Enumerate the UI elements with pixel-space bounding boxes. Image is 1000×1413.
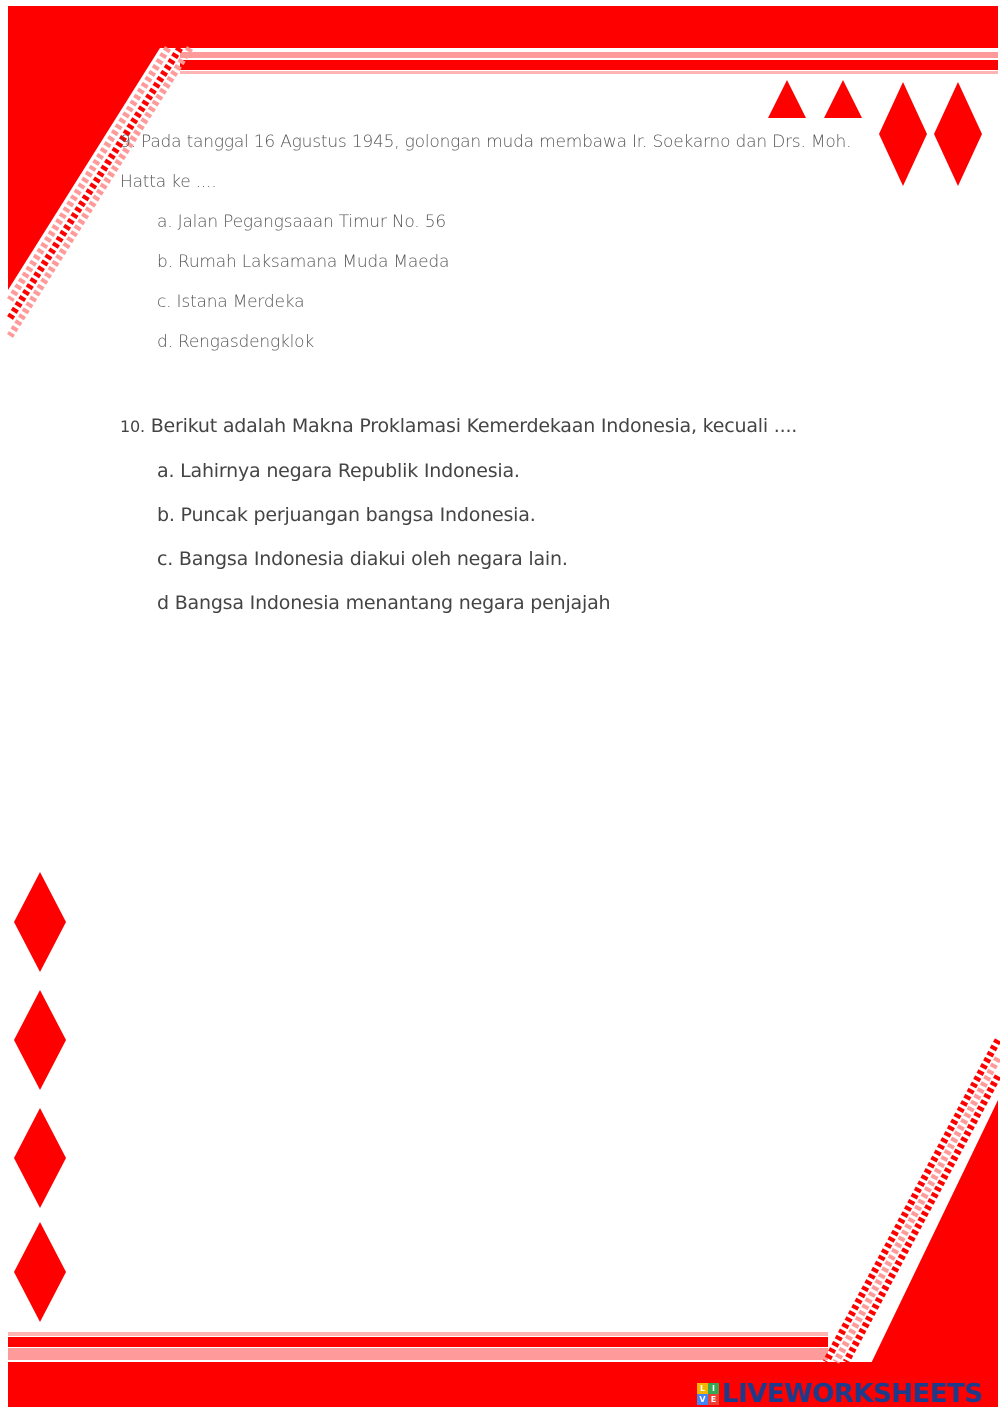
question-9-option-a: a. Jalan Pegangsaaan Timur No. 56 — [157, 212, 446, 232]
left-diamond-4 — [14, 1222, 66, 1322]
question-10-prompt: Berikut adalah Makna Proklamasi Kemerdekaan Indonesia, kecuali .... — [144, 415, 798, 437]
bottom-stripe-red — [8, 1337, 828, 1347]
bottom-stripe-light-2 — [8, 1348, 828, 1360]
logo-tile-l: L — [697, 1383, 708, 1394]
question-9-option-b: b. Rumah Laksamana Muda Maeda — [157, 252, 450, 272]
logo-text: LIVEWORKSHEETS — [722, 1379, 983, 1409]
question-10-number: 10. — [120, 417, 145, 436]
top-stripe-light-2 — [180, 71, 998, 74]
question-10 — [120, 404, 880, 625]
question-9 — [120, 122, 880, 362]
question-10-option-b: b. Puncak perjuangan bangsa Indonesia. — [157, 504, 536, 526]
question-10-option-a: a. Lahirnya negara Republik Indonesia. — [157, 460, 520, 482]
logo-tile-i: I — [708, 1383, 719, 1394]
left-diamond-2 — [14, 990, 66, 1090]
top-stripe-light — [180, 52, 998, 58]
question-9-prompt: Pada tanggal 16 Agustus 1945, golongan muda membawa Ir. Soekarno dan Drs. Moh. — [141, 132, 852, 152]
left-diamond-1 — [14, 872, 66, 972]
question-9-number: 9. — [120, 132, 136, 152]
question-9-prompt-continued: Hatta ke .... — [120, 172, 217, 192]
bottom-stripe-light — [8, 1332, 828, 1336]
left-diamond-3 — [14, 1108, 66, 1208]
logo-tile-v: V — [697, 1394, 708, 1405]
bottom-right-corner — [850, 1100, 998, 1407]
question-9-option-c: c. Istana Merdeka — [157, 292, 305, 312]
top-diamond-1 — [879, 82, 927, 186]
question-9-text — [120, 122, 880, 162]
liveworksheets-logo — [697, 1380, 983, 1408]
top-diamond-2 — [934, 82, 982, 186]
top-stripe-red — [180, 60, 998, 70]
question-10-option-c: c. Bangsa Indonesia diakui oleh negara lain. — [157, 548, 568, 570]
top-triangle-1 — [768, 80, 806, 118]
question-9-option-d: d. Rengasdengklok — [157, 332, 314, 352]
logo-tile-e: E — [708, 1394, 719, 1405]
logo-tile-icon — [697, 1383, 719, 1405]
question-10-option-d: d Bangsa Indonesia menantang negara penjajah — [157, 592, 611, 614]
top-triangle-2 — [824, 80, 862, 118]
question-10-text — [120, 404, 880, 449]
